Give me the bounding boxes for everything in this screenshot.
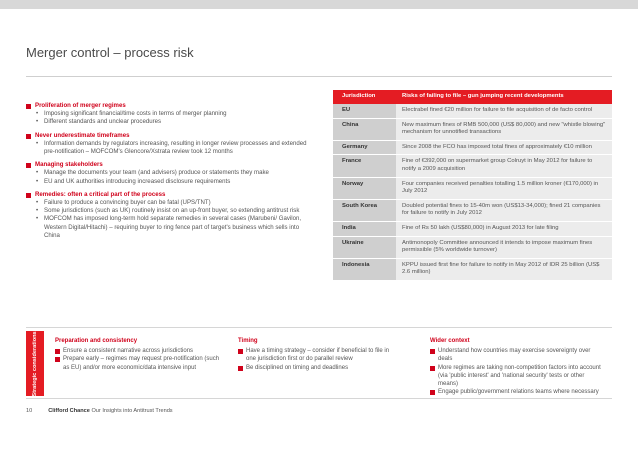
risk-cell: Fine of Rs 50 lakh (US$80,000) in August 2013 for late filing xyxy=(396,222,612,236)
bullet-icon: • xyxy=(36,215,39,223)
table-row xyxy=(333,178,612,200)
band-top-rule xyxy=(26,327,612,328)
jurisdiction-cell: EU xyxy=(333,104,396,118)
list-item: Prepare early – regimes may request pre-notification (such as EU) and/or more economic/data intensive input xyxy=(55,355,225,371)
square-bullet-icon xyxy=(430,390,435,395)
column-heading: Timing xyxy=(238,338,258,344)
jurisdiction-cell: South Korea xyxy=(333,200,396,221)
table-row xyxy=(333,155,612,177)
brand-name: Clifford Chance xyxy=(48,408,90,414)
bullet-icon: • xyxy=(36,177,39,185)
band-bottom-rule xyxy=(26,398,612,399)
section-heading: Managing stakeholders xyxy=(35,161,103,169)
risk-cell: Antimonopoly Committee announced it intends to impose maximum fines permissible (5% worldwide turnover) xyxy=(396,237,612,258)
list-item: Have a timing strategy – consider if beneficial to file in one jurisdiction first or do parallel review xyxy=(238,347,398,363)
column-header-risks: Risks of failing to file – gun jumping recent developments xyxy=(402,93,564,100)
bullet-icon: • xyxy=(36,207,39,215)
table-header xyxy=(333,90,612,104)
page-title: Merger control – process risk xyxy=(26,45,194,60)
table-row xyxy=(333,119,612,141)
risk-cell: Doubled potential fines to 15-40m won (US$13-34,000); fined 21 companies for failure to notify in July 2012 xyxy=(396,200,612,221)
bullet-item: • MOFCOM has imposed long-term hold separate remedies in several cases (Marubeni/ Gavilon, Western Digital/Hitachi) – requiring buyer to ring fence part of target's business which sells into China xyxy=(36,215,302,239)
left-column xyxy=(26,102,308,245)
section-heading: Never underestimate timeframes xyxy=(35,131,130,139)
table-row xyxy=(333,259,612,281)
jurisdiction-cell: Norway xyxy=(333,178,396,199)
risk-cell: New maximum fines of RMB 500,000 (US$ 80,000) and new "whistle blowing" mechanism for unnotified transactions xyxy=(396,119,612,140)
list-item: More regimes are taking non-competition factors into account (via 'public interest' and 'national security' tests or other means) xyxy=(430,364,605,389)
bullet-item: • Failure to produce a convincing buyer can be fatal (UPS/TNT) xyxy=(36,199,211,207)
bullet-icon: • xyxy=(36,110,39,118)
list-item: Ensure a consistent narrative across jurisdictions xyxy=(55,347,225,355)
jurisdiction-cell: China xyxy=(333,119,396,140)
square-bullet-icon xyxy=(238,349,243,354)
jurisdiction-cell: Ukraine xyxy=(333,237,396,258)
list-item: Engage public/government relations teams where necessary xyxy=(430,388,605,396)
strategic-considerations-label: Strategic considerations xyxy=(26,331,44,396)
jurisdiction-cell: France xyxy=(333,155,396,176)
table-row xyxy=(333,104,612,119)
risk-cell: KPPU issued first fine for failure to notify in May 2012 of IDR 25 billion (US$ 2.6 million) xyxy=(396,259,612,280)
strategic-column-wider-context xyxy=(430,337,605,396)
page-number: 10 xyxy=(26,408,33,414)
section-heading: Proliferation of merger regimes xyxy=(35,102,126,109)
section-heading: Remedies: often a critical part of the process xyxy=(35,190,166,198)
footer-text: Our Insights into Antitrust Trends xyxy=(91,408,173,414)
jurisdiction-cell: Germany xyxy=(333,141,396,155)
bullet-item: • EU and UK authorities introducing increased disclosure requirements xyxy=(36,177,231,185)
top-bar xyxy=(0,0,638,9)
list-item: Be disciplined on timing and deadlines xyxy=(238,364,398,372)
bullet-item: • Different standards and unclear procedures xyxy=(36,118,162,126)
table-row xyxy=(333,237,612,259)
square-bullet-icon xyxy=(26,104,31,109)
square-bullet-icon xyxy=(26,163,31,168)
square-bullet-icon xyxy=(26,134,31,139)
jurisdiction-cell: India xyxy=(333,222,396,236)
risk-cell: Since 2008 the FCO has imposed total fines of approximately €10 million xyxy=(396,141,612,155)
strategic-column-preparation xyxy=(55,337,225,372)
gun-jumping-table xyxy=(333,90,612,281)
table-row xyxy=(333,141,612,156)
square-bullet-icon xyxy=(430,366,435,371)
risk-cell: Fine of €392,000 on supermarket group Colruyt in May 2012 for failure to notify a 2009 acquisition xyxy=(396,155,612,176)
square-bullet-icon xyxy=(55,349,60,354)
bullet-icon: • xyxy=(36,169,39,177)
table-row xyxy=(333,200,612,222)
bullet-icon: • xyxy=(36,139,39,147)
section-stakeholders xyxy=(26,161,308,186)
title-divider xyxy=(26,76,612,77)
bullet-item: • Information demands by regulators increasing, resulting in longer review processes and extended pre-notification – MOFCOM's Glencore/Xstrata review took 12 months xyxy=(36,139,307,156)
bullet-item: • Some jurisdictions (such as UK) routinely insist on an up-front buyer, so extending antitrust risk xyxy=(36,207,300,215)
bullet-icon: • xyxy=(36,199,39,207)
risk-cell: Electrabel fined €20 million for failure to file acquisition of de facto control xyxy=(396,104,612,118)
bullet-item: • Manage the documents your team (and advisers) produce or statements they make xyxy=(36,169,269,177)
section-merger-regimes xyxy=(26,102,308,127)
section-timeframes xyxy=(26,132,308,157)
column-header-jurisdiction: Jurisdiction xyxy=(342,93,376,100)
table-row xyxy=(333,222,612,237)
page-footer xyxy=(26,408,173,414)
column-heading: Preparation and consistency xyxy=(55,338,138,344)
square-bullet-icon xyxy=(238,366,243,371)
column-heading: Wider context xyxy=(430,338,470,344)
square-bullet-icon xyxy=(430,349,435,354)
jurisdiction-cell: Indonesia xyxy=(333,259,396,280)
section-remedies xyxy=(26,191,308,240)
square-bullet-icon xyxy=(55,357,60,362)
bullet-item: • Imposing significant financial/time costs in terms of merger planning xyxy=(36,110,227,118)
list-item: Understand how countries may exercise sovereignty over deals xyxy=(430,347,605,363)
square-bullet-icon xyxy=(26,193,31,198)
risk-cell: Four companies received penalties totalling 1.5 million kroner (€170,000) in July 2012 xyxy=(396,178,612,199)
bullet-icon: • xyxy=(36,118,39,126)
strategic-column-timing xyxy=(238,337,398,372)
